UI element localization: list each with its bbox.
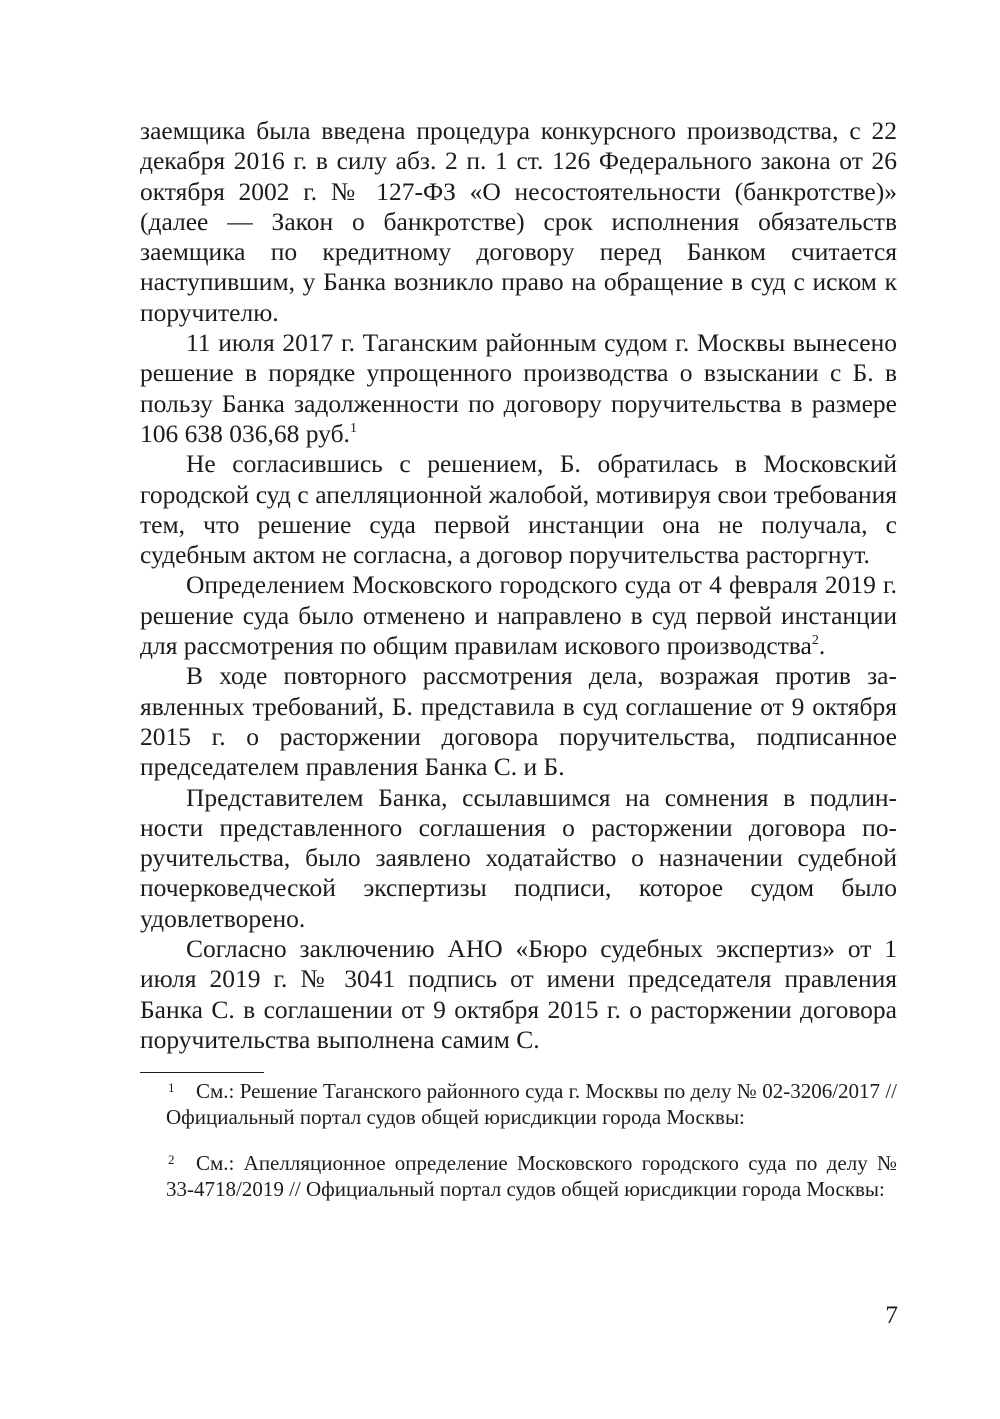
footnote-1-number: 1	[168, 1080, 175, 1095]
footnote-1	[140, 1078, 897, 1130]
footnote-1-text: См.: Решение Таганского районного суда г. Москвы по делу № 02-3206/2017 // Официальный портал судов общей юрисдикции города Москвы:	[166, 1079, 897, 1129]
paragraph-2	[140, 328, 897, 449]
paragraph-5: В ходе повторного рассмотрения дела, возражая против заявленных требований, Б. представила в суд соглашение от 9 октября 2015 г. о расторжении договора поручительства, подписанное председателем правления Банка С. и Б.	[140, 661, 897, 782]
footnotes	[140, 1078, 897, 1202]
paragraph-4-end: .	[818, 631, 826, 661]
footnote-2	[140, 1150, 897, 1202]
page-number: 7	[885, 1300, 898, 1329]
footnote-spacer	[140, 1130, 897, 1150]
footnote-2-number: 2	[168, 1152, 175, 1167]
footnote-ref-2[interactable]: 2	[811, 633, 819, 649]
main-text	[140, 116, 897, 1055]
footnote-divider	[140, 1072, 264, 1073]
paragraph-6: Представителем Банка, ссылавшимся на сомнения в подлинности представленного соглашения о расторжении договора поручительства, было заявлено ходатайство о назначении судебной почерковедческой экспертизы подписи, которое судом было удовлетворено.	[140, 782, 897, 933]
footnote-ref-1[interactable]: 1	[349, 420, 357, 436]
paragraph-3: Не согласившись с решением, Б. обратилась в Московский городской суд с апелляционной жалобой, мотивируя свои требования тем, что решение суда первой инстанции она не получала, с судебным актом не согласна, а договор поручительства расторгнут.	[140, 449, 897, 570]
paragraph-4	[140, 570, 897, 661]
paragraph-1: заемщика была введена процедура конкурсного производства, с 22 декабря 2016 г. в силу абз. 2 п. 1 ст. 126 Федерального закона от 26 октября 2002 г. № 127-ФЗ «О несостоятельности (банкротстве)» (далее — Закон о банкротстве) срок исполнения обязательств заемщика по кредитному договору перед Банком считается наступившим, у Банка возникло право на обращение в суд с иском к поручителю.	[140, 116, 897, 327]
paragraph-7: Согласно заключению АНО «Бюро судебных экспертиз» от 1 июля 2019 г. № 3041 подпись от имени председателя правления Банка С. в соглашении от 9 октября 2015 г. о расторжении договора поручительства выполнена самим С.	[140, 934, 897, 1054]
paragraph-2-text: 11 июля 2017 г. Таганским районным судом г. Москвы вынесено решение в порядке упрощенного производства о взыскании с Б. в пользу Банка задолженности по договору поручительства в размере 106 638 036,68 руб.	[140, 328, 897, 448]
paragraph-4-text: Определением Московского городского суда от 4 февраля 2019 г. решение суда было отменено и направлено в суд первой инстанции для рассмотрения по общим правилам искового производства	[140, 570, 897, 661]
footnote-2-text: См.: Апелляционное определение Московского городского суда по делу № 33-4718/2019 // Официальный портал судов общей юрисдикции города Москвы:	[166, 1151, 897, 1201]
